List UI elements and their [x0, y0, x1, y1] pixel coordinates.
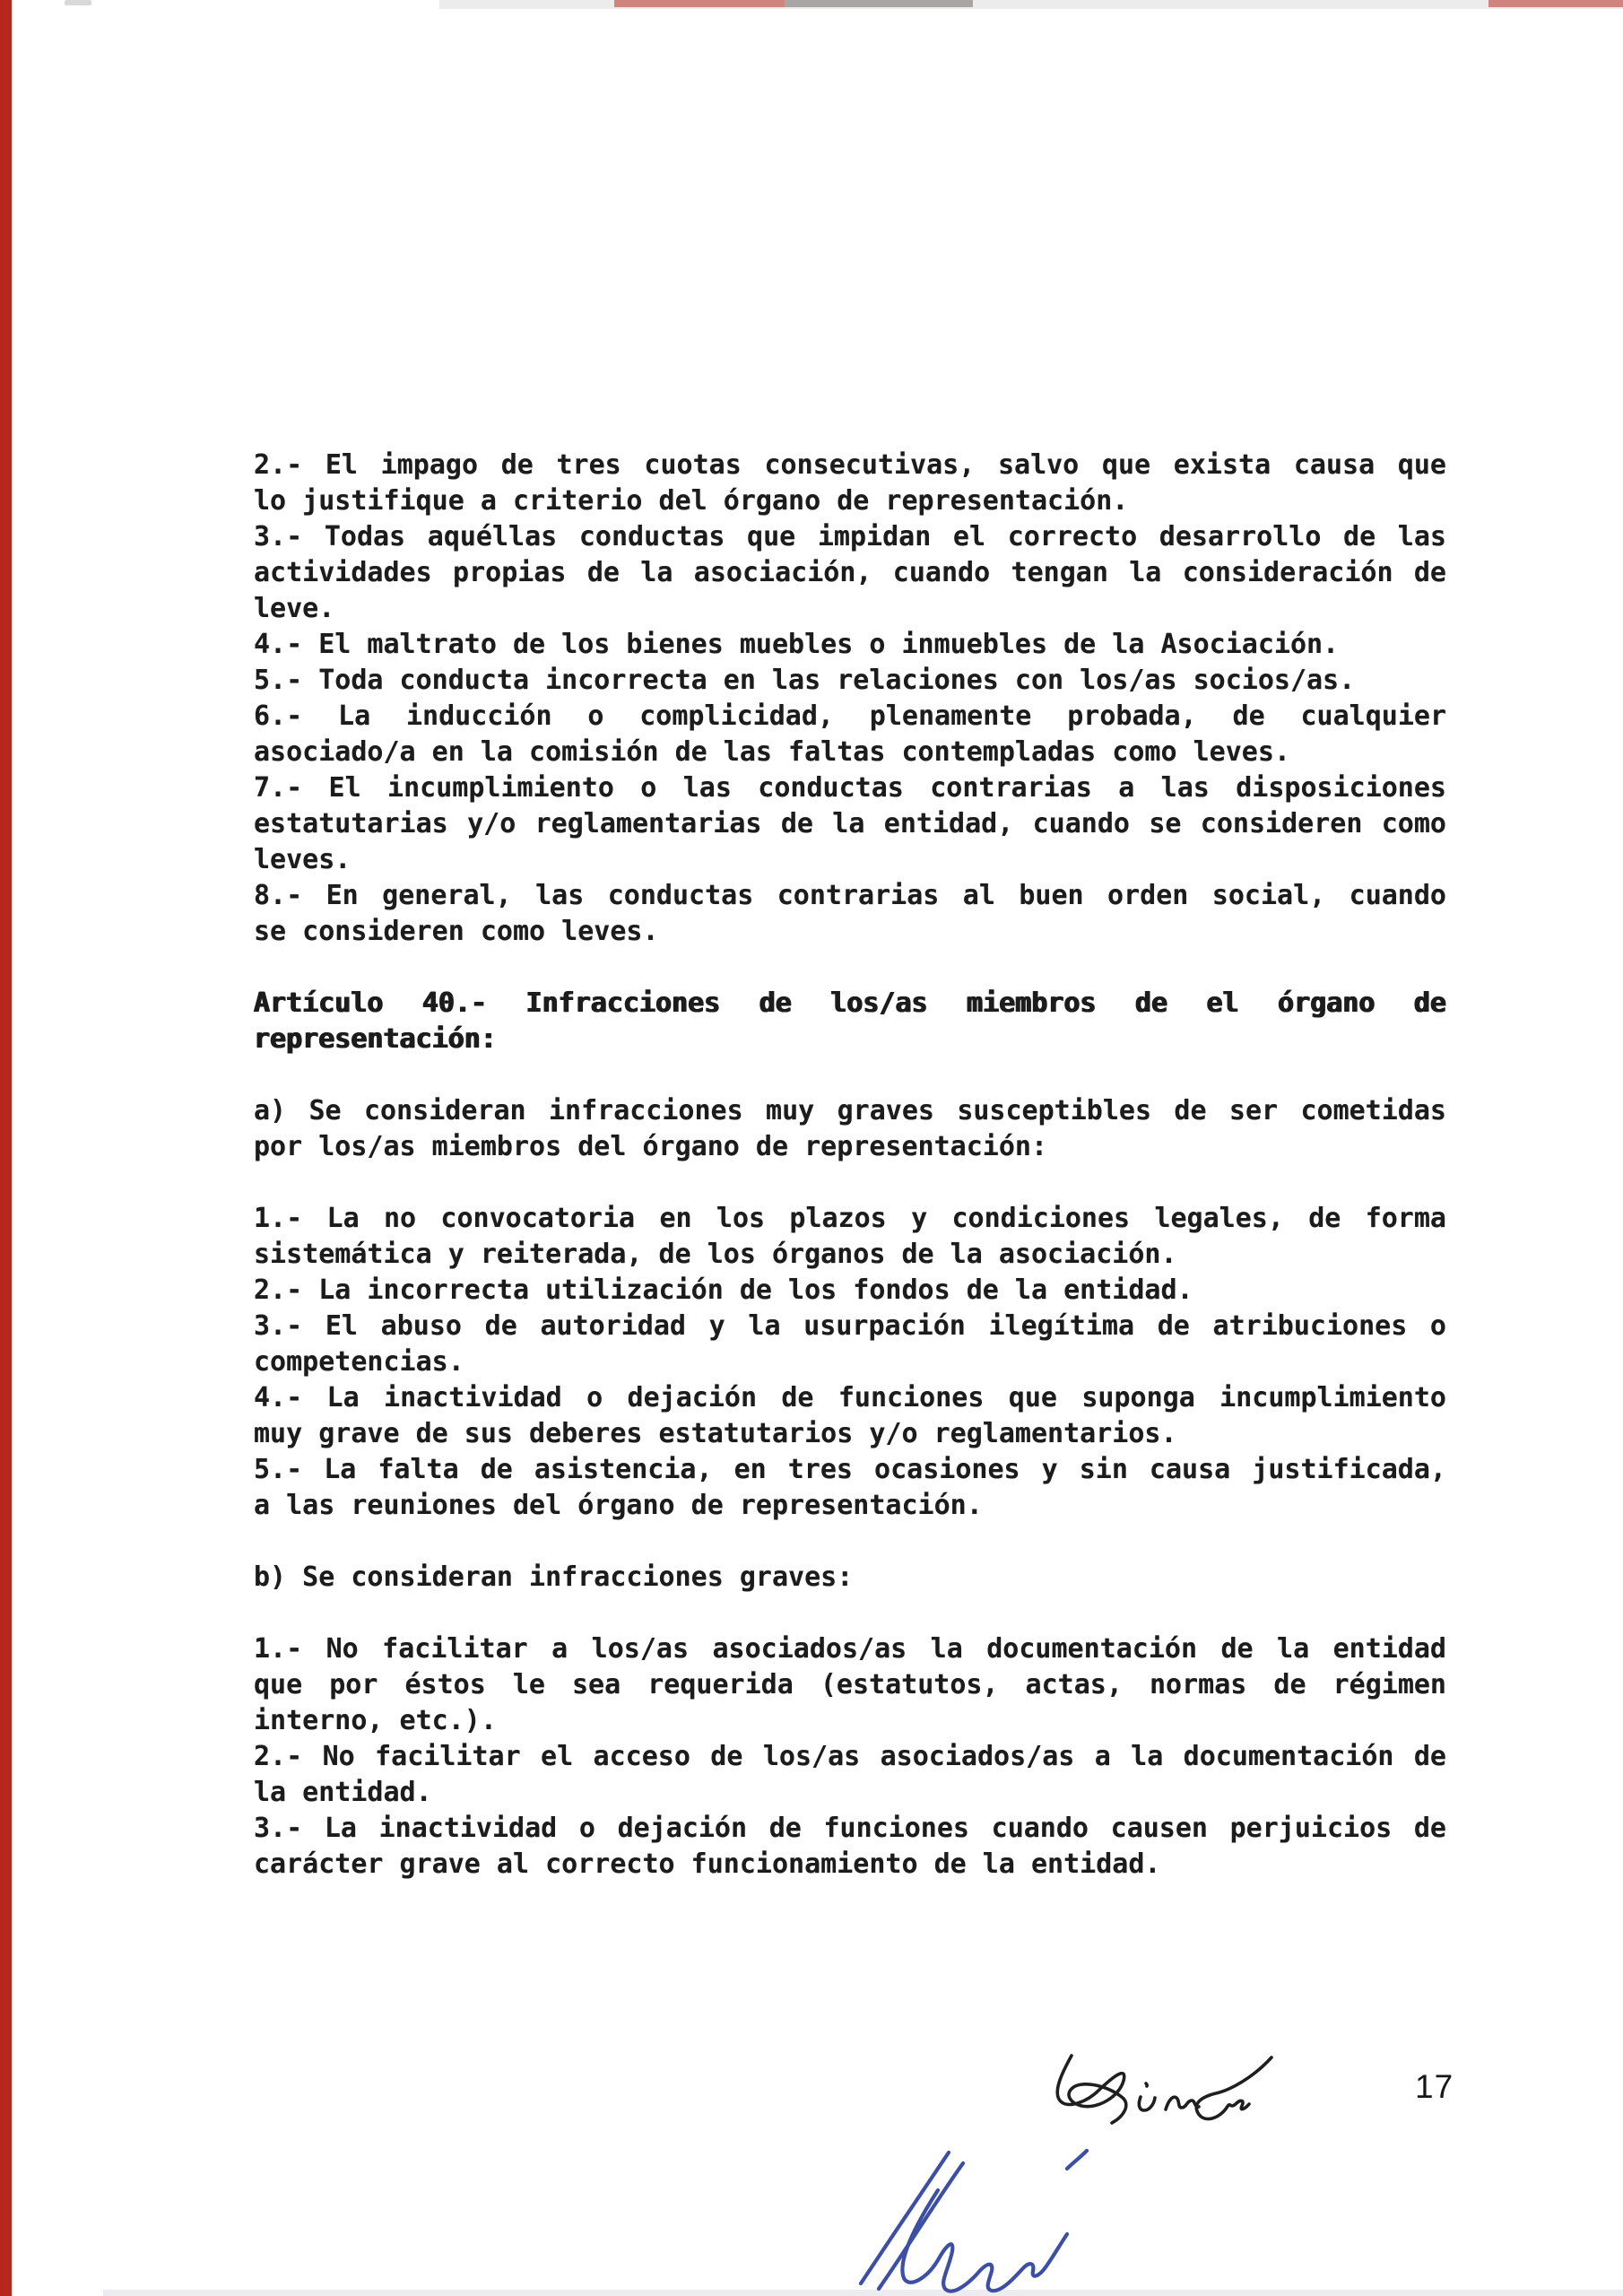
signature-ink-blue — [852, 2135, 1121, 2294]
blank-line — [254, 950, 1446, 986]
text-line: 6.- La inducción o complicidad, plenamente probada, de cualquier — [254, 700, 1446, 732]
text-line: la entidad. — [254, 1777, 432, 1808]
scan-top-red-segment — [614, 0, 785, 7]
text-line: estatutarias y/o reglamentarias de la entidad, cuando se consideren como — [254, 808, 1446, 839]
scan-top-right-segment — [1488, 0, 1623, 7]
blank-line — [254, 1596, 1446, 1631]
text-line: 8.- En general, las conductas contrarias al buen orden social, cuando — [254, 880, 1446, 911]
text-line: 4.- El maltrato de los bienes muebles o inmuebles de la Asociación. — [254, 629, 1340, 660]
paragraph — [254, 878, 1446, 950]
paragraph — [254, 1560, 1446, 1596]
text-line: a) Se consideran infracciones muy graves susceptibles de ser cometidas — [254, 1095, 1446, 1126]
text-line: 5.- La falta de asistencia, en tres ocasiones y sin causa justificada, — [254, 1454, 1446, 1485]
article-heading — [254, 986, 1446, 1057]
text-line: se consideren como leves. — [254, 916, 659, 947]
paragraph — [254, 627, 1446, 663]
paragraph — [254, 1452, 1446, 1524]
text-line: leves. — [254, 844, 352, 875]
signature-black-strokes — [1057, 2056, 1271, 2123]
text-block — [254, 448, 1446, 1883]
text-line: 4.- La inactividad o dejación de funciones que suponga incumplimiento — [254, 1382, 1446, 1413]
paragraph — [254, 1201, 1446, 1273]
blank-line — [254, 1057, 1446, 1093]
page-number: 17 — [1415, 2068, 1454, 2105]
text-line: muy grave de sus deberes estatutarios y/o reglamentarios. — [254, 1418, 1177, 1449]
blank-line — [254, 1165, 1446, 1201]
text-line: 2.- El impago de tres cuotas consecutivas, salvo que exista causa que — [254, 449, 1446, 481]
text-line: carácter grave al correcto funcionamiento de la entidad. — [254, 1848, 1161, 1880]
text-line: competencias. — [254, 1346, 464, 1378]
paragraph — [254, 770, 1446, 878]
signature-blue-strokes — [861, 2151, 1087, 2292]
text-line: interno, etc.). — [254, 1705, 497, 1736]
text-line: 1.- No facilitar a los/as asociados/as la documentación de la entidad — [254, 1633, 1446, 1665]
paragraph — [254, 1093, 1446, 1165]
paragraph — [254, 1380, 1446, 1452]
text-line: sistemática y reiterada, de los órganos de la asociación. — [254, 1239, 1177, 1270]
paragraph — [254, 699, 1446, 770]
text-line: actividades propias de la asociación, cuando tengan la consideración de — [254, 557, 1446, 588]
text-line: asociado/a en la comisión de las faltas contempladas como leves. — [254, 736, 1290, 768]
paragraph — [254, 448, 1446, 519]
text-line: 3.- Todas aquéllas conductas que impidan el correcto desarrollo de las — [254, 521, 1446, 552]
scan-speck — [65, 0, 91, 5]
text-line: 7.- El incumplimiento o las conductas contrarias a las disposiciones — [254, 772, 1446, 804]
text-line: que por éstos le sea requerida (estatutos, actas, normas de régimen — [254, 1669, 1446, 1700]
text-line: por los/as miembros del órgano de representación: — [254, 1131, 1048, 1162]
paragraph — [254, 1811, 1446, 1883]
paragraph — [254, 1739, 1446, 1811]
text-line: 5.- Toda conducta incorrecta en las relaciones con los/as socios/as. — [254, 665, 1356, 696]
paragraph — [254, 1631, 1446, 1739]
paragraph — [254, 1309, 1446, 1380]
text-line: 3.- El abuso de autoridad y la usurpación ilegítima de atribuciones o — [254, 1310, 1446, 1342]
text-line: representación: — [254, 1023, 497, 1055]
text-line: a las reuniones del órgano de representación. — [254, 1490, 983, 1521]
text-line: b) Se consideran infracciones graves: — [254, 1561, 854, 1593]
text-line: 2.- No facilitar el acceso de los/as asociados/as a la documentación de — [254, 1741, 1446, 1772]
paragraph — [254, 519, 1446, 627]
text-line: lo justifique a criterio del órgano de representación. — [254, 485, 1129, 517]
signature-ink-black — [1040, 2047, 1282, 2141]
blank-line — [254, 1524, 1446, 1560]
text-line: 2.- La incorrecta utilización de los fondos de la entidad. — [254, 1274, 1193, 1306]
text-line: leve. — [254, 593, 335, 624]
paragraph — [254, 1273, 1446, 1309]
text-line: 3.- La inactividad o dejación de funciones cuando causen perjuicios de — [254, 1813, 1446, 1844]
paragraph — [254, 663, 1446, 699]
text-line: Artículo 40.- Infracciones de los/as miembros de el órgano de — [254, 987, 1446, 1019]
text-line: 1.- La no convocatoria en los plazos y condiciones legales, de forma — [254, 1203, 1446, 1234]
scan-left-edge-strip — [0, 0, 12, 2296]
scan-top-dark-segment — [785, 0, 973, 7]
